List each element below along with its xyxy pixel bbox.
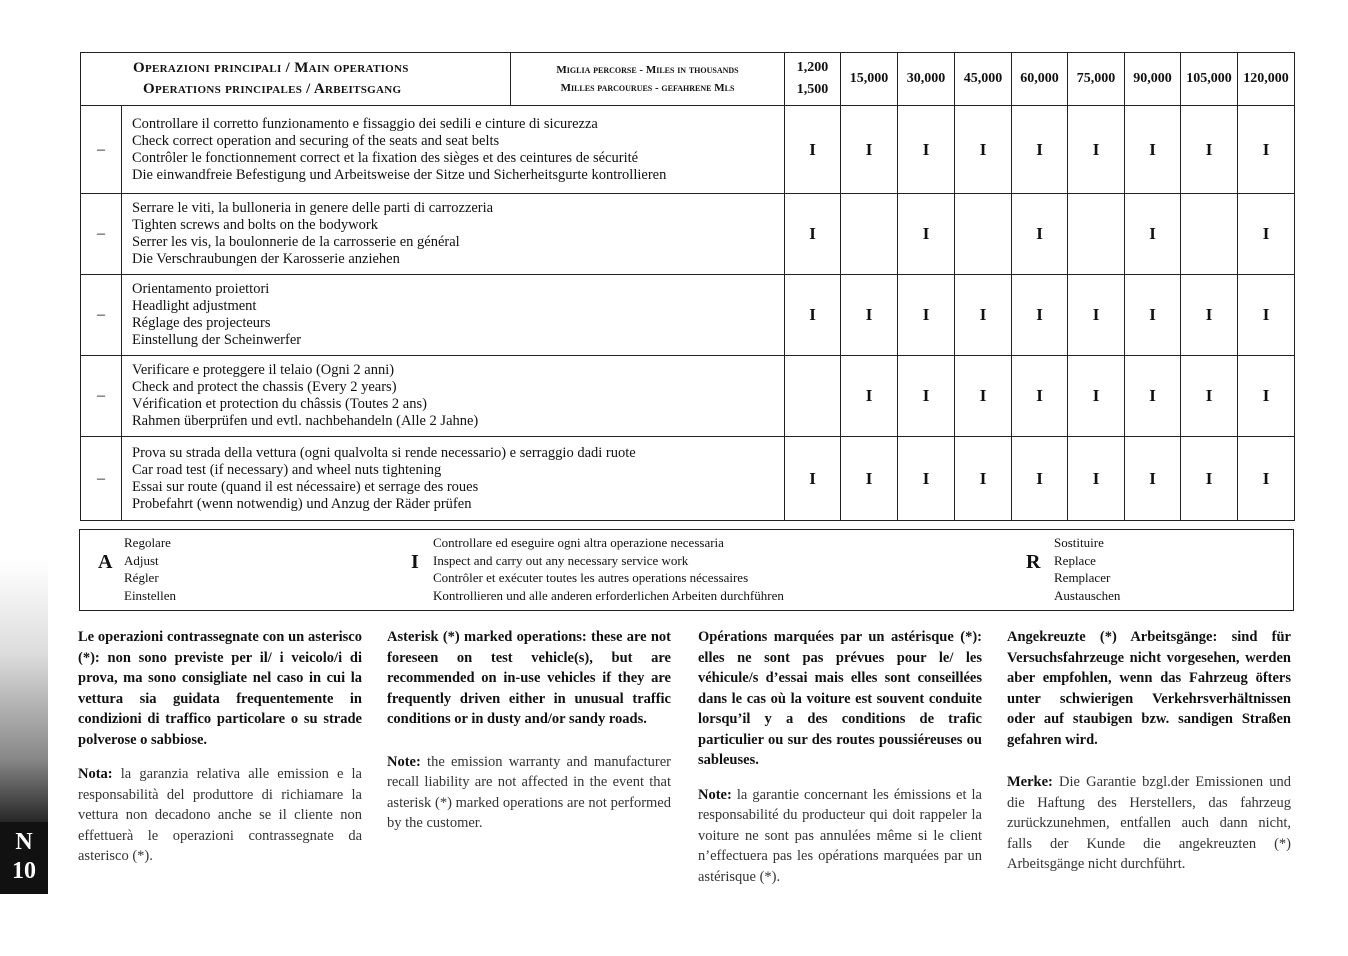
interval-mark: I	[1181, 106, 1238, 194]
desc-fr: Vérification et protection du châssis (Toutes 2 ans)	[132, 396, 427, 412]
desc-fr: Réglage des projecteurs	[132, 315, 271, 331]
desc-de: Die einwandfreie Befestigung und Arbeitsweise der Sitze und Sicherheitsgurte kontrollieren	[132, 166, 667, 183]
maintenance-schedule-table	[80, 52, 1295, 521]
asterisk-explanation: Angekreuzte (*) Arbeitsgänge: sind für Versuchsfahrzeuge nicht vorgesehen, werden aber empfohlen, wenn das Fahrzeug öfters unter schwierigen Verkehrsverhältnissen oder auf staubigen bzw. sandigen Straßen gefahren wird.	[1007, 629, 1291, 748]
note-label: Nota:	[78, 766, 113, 782]
desc-fr: Serrer les vis, la boulonnerie de la carrosserie en général	[132, 234, 460, 250]
interval-mark: I	[1125, 437, 1181, 521]
warranty-note	[1007, 772, 1291, 875]
legend-line: Replace	[1054, 552, 1096, 568]
interval-mark: I	[1125, 194, 1181, 275]
row-dash: –	[81, 437, 122, 521]
miles-header-line2: Milles parcourues - gefahrene Mls	[560, 82, 735, 94]
interval-mark: I	[841, 356, 898, 437]
note-text: la garanzia relativa alle emission e la responsabilità del produttore di richiamare la vettura non decadono anche se il cliente non effettuerà le operazioni contrassegnate da asterisco (*).	[78, 766, 362, 864]
operations-header-line1: Operazioni principali / Main operations	[133, 60, 409, 76]
desc-en: Tighten screws and bolts on the bodywork	[132, 217, 378, 233]
note-label: Note:	[387, 753, 421, 770]
desc-it: Verificare e proteggere il telaio (Ogni 2 anni)	[132, 362, 395, 378]
interval-mark: I	[841, 275, 898, 356]
legend-line: Kontrollieren und alle anderen erforderlichen Arbeiten durchführen	[433, 587, 784, 603]
legend-line: Inspect and carry out any necessary service work	[433, 552, 689, 568]
interval-mark: I	[898, 437, 955, 521]
asterisk-explanation: Opérations marquées par un astérisque (*): elles ne sont pas prévues pour le/ les véhicule/s d’essai mais elles sont conseillées dans le cas où la voiture est souvent conduite lorsqu’il y a des conditions de trafic particulier ou sur des routes poussiéreuses ou sableuses.	[698, 629, 982, 768]
note-label: Merke:	[1007, 774, 1053, 790]
interval-header: 30,000	[898, 53, 955, 106]
interval-header: 120,000	[1238, 53, 1295, 106]
operation-description	[122, 437, 785, 521]
legend-line: Regolare	[124, 535, 171, 550]
page-number: 10	[12, 858, 36, 884]
interval-mark: I	[1238, 194, 1295, 275]
legend-line: Controllare ed eseguire ogni altra operazione necessaria	[433, 535, 724, 550]
legend-line: Régler	[124, 570, 159, 585]
interval-mark: I	[1068, 356, 1125, 437]
legend-line: Adjust	[124, 552, 159, 568]
interval-mark: I	[1012, 275, 1068, 356]
legend-line: Einstellen	[124, 587, 176, 603]
desc-it: Controllare il corretto funzionamento e fissaggio dei sedili e cinture di sicurezza	[132, 115, 598, 132]
interval-mark: I	[1238, 437, 1295, 521]
warranty-note	[387, 752, 671, 834]
operation-description	[122, 194, 785, 275]
page-tab-gradient	[0, 560, 48, 825]
interval-mark: I	[898, 275, 955, 356]
desc-de: Einstellung der Scheinwerfer	[132, 332, 302, 348]
interval-mark	[841, 194, 898, 275]
interval-mark: I	[785, 275, 841, 356]
interval-mark	[955, 194, 1012, 275]
legend-letter-r: R	[1026, 551, 1041, 573]
interval-mark	[785, 356, 841, 437]
desc-de: Rahmen überprüfen und evtl. nachbehandeln (Alle 2 Jahne)	[132, 413, 479, 429]
interval-mark: I	[1125, 356, 1181, 437]
legend-adjust-text	[124, 534, 176, 604]
table-row	[81, 437, 1295, 521]
table-row	[81, 106, 1295, 194]
interval-mark: I	[785, 194, 841, 275]
legend-line: Remplacer	[1054, 570, 1111, 585]
legend-box	[79, 529, 1294, 611]
notes-column-italian	[78, 627, 362, 867]
interval-mark: I	[1125, 275, 1181, 356]
operations-header-line2: Operations principales / Arbeitsgang	[143, 81, 402, 97]
interval-mark: I	[1012, 194, 1068, 275]
table-row	[81, 356, 1295, 437]
interval-mark: I	[955, 106, 1012, 194]
interval-mark: I	[841, 106, 898, 194]
interval-1500: 1,500	[796, 82, 829, 97]
operations-header	[81, 53, 511, 106]
page-tab	[0, 822, 48, 894]
interval-mark: I	[1068, 437, 1125, 521]
legend-inspect-text	[433, 534, 784, 604]
row-dash: –	[81, 356, 122, 437]
desc-de: Probefahrt (wenn notwendig) und Anzug der Räder prüfen	[132, 495, 472, 512]
interval-mark: I	[1012, 356, 1068, 437]
interval-mark: I	[785, 437, 841, 521]
interval-mark: I	[1068, 106, 1125, 194]
interval-mark: I	[898, 106, 955, 194]
desc-en: Car road test (if necessary) and wheel nuts tightening	[132, 461, 442, 478]
operation-description	[122, 356, 785, 437]
desc-de: Die Verschraubungen der Karosserie anziehen	[132, 251, 400, 267]
notes-column-french	[698, 627, 982, 887]
desc-fr: Essai sur route (quand il est nécessaire) et serrage des roues	[132, 478, 479, 495]
row-dash: –	[81, 275, 122, 356]
legend-line: Contrôler et exécuter toutes les autres operations nécessaires	[433, 570, 749, 585]
interval-mark: I	[1238, 106, 1295, 194]
note-text: Die Garantie bzgl.der Emissionen und die Haftung des Herstellers, das fahrzeug zurückzunehmen, entfallen auch dann nicht, falls der Kunde die angekreuzten (*) Arbeitsgänge nicht durchführt.	[1007, 774, 1291, 872]
interval-mark: I	[1181, 437, 1238, 521]
interval-mark: I	[1125, 106, 1181, 194]
interval-mark: I	[898, 194, 955, 275]
section-letter: N	[15, 829, 33, 855]
asterisk-explanation: Le operazioni contrassegnate con un asterisco (*): non sono previste per il/ i veicolo/i di prova, ma sono consigliate nel caso in cui la vettura sia guidata frequentemente in condizioni di traffico particolare o su strade polverose o sabbiose.	[78, 629, 362, 748]
interval-mark: I	[955, 356, 1012, 437]
interval-header: 105,000	[1181, 53, 1238, 106]
desc-it: Prova su strada della vettura (ogni qualvolta si rende necessario) e serraggio dadi ruote	[132, 444, 636, 461]
legend-letter-a: A	[98, 551, 113, 573]
desc-en: Headlight adjustment	[132, 298, 257, 314]
interval-mark: I	[955, 275, 1012, 356]
interval-mark: I	[1181, 275, 1238, 356]
legend-replace-text	[1054, 534, 1120, 604]
desc-fr: Contrôler le fonctionnement correct et la fixation des sièges et des ceintures de sécurité	[132, 149, 639, 166]
legend-line: Sostituire	[1054, 535, 1104, 550]
interval-header: 75,000	[1068, 53, 1125, 106]
desc-en: Check correct operation and securing of the seats and seat belts	[132, 132, 500, 149]
interval-mark: I	[1238, 275, 1295, 356]
interval-mark	[1181, 194, 1238, 275]
legend-letter-i: I	[411, 551, 419, 573]
desc-it: Serrare le viti, la bulloneria in genere delle parti di carrozzeria	[132, 200, 494, 216]
interval-mark: I	[1181, 356, 1238, 437]
interval-header: 45,000	[955, 53, 1012, 106]
operation-description	[122, 106, 785, 194]
table-row	[81, 194, 1295, 275]
interval-mark: I	[898, 356, 955, 437]
miles-header	[511, 53, 785, 106]
interval-mark: I	[1068, 275, 1125, 356]
asterisk-explanation: Asterisk (*) marked operations: these are not foreseen on test vehicle(s), but are recommended on in-use vehicles if they are frequently driven either in unusual traffic conditions or in dusty and/or sandy roads.	[387, 629, 671, 727]
interval-mark: I	[1238, 356, 1295, 437]
interval-mark: I	[955, 437, 1012, 521]
miles-header-line1: Miglia percorse - Miles in thousands	[556, 64, 739, 76]
interval-mark: I	[1012, 437, 1068, 521]
warranty-note	[78, 764, 362, 867]
desc-en: Check and protect the chassis (Every 2 years)	[132, 379, 397, 395]
table-header-row	[81, 53, 1295, 106]
desc-it: Orientamento proiettori	[132, 281, 270, 297]
row-dash: –	[81, 106, 122, 194]
note-label: Note:	[698, 786, 732, 803]
note-text: the emission warranty and manufacturer recall liability are not affected in the event that asterisk (*) marked operations are not performed by the customer.	[387, 753, 671, 831]
notes-column-german	[1007, 627, 1291, 875]
interval-header-first	[785, 53, 841, 106]
interval-mark: I	[841, 437, 898, 521]
interval-header: 15,000	[841, 53, 898, 106]
interval-mark: I	[785, 106, 841, 194]
row-dash: –	[81, 194, 122, 275]
interval-mark: I	[1012, 106, 1068, 194]
interval-header: 60,000	[1012, 53, 1068, 106]
table-row	[81, 275, 1295, 356]
interval-header: 90,000	[1125, 53, 1181, 106]
legend-line: Austauschen	[1054, 587, 1121, 603]
interval-mark	[1068, 194, 1125, 275]
notes-column-english	[387, 627, 671, 834]
operation-description	[122, 275, 785, 356]
warranty-note	[698, 785, 982, 888]
note-text: la garantie concernant les émissions et la responsabilité du producteur qui doit rappeler la voiture ne sont pas annulées même si le client n’effectuera pas les opérations marquées par un astérisque (*).	[698, 786, 982, 885]
interval-1200: 1,200	[796, 60, 829, 75]
